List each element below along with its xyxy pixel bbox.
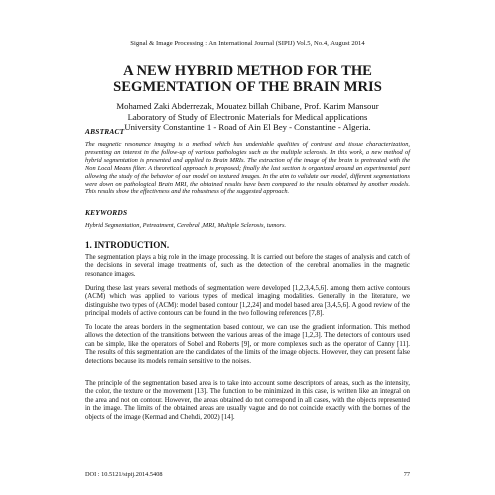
- title-line-1: A NEW HYBRID METHOD FOR THE: [123, 63, 372, 79]
- title-line-2: SEGMENTATION OF THE BRAIN MRIS: [113, 79, 382, 95]
- author-affiliation: University Constantine 1 - Road of Ain El Bey - Constantine - Algeria.: [124, 122, 371, 132]
- intro-paragraph-1: The segmentation plays a big role in the image processing. It is carried out before the stages of analysis and catch of the decisions in several image treatments of, such as the detection of the cerebral anomalies in the magnetic resonance images.: [85, 254, 410, 278]
- abstract-heading: ABSTRACT: [85, 127, 125, 136]
- author-block: [0, 101, 495, 133]
- doi-footer: DOI : 10.5121/sipij.2014.5408: [85, 471, 163, 478]
- introduction-heading: 1. INTRODUCTION.: [85, 240, 170, 250]
- intro-paragraph-2: During these last years several methods of segmentation were developed [1,2,3,4,5,6]. among them active contours (ACM) which was applied to various types of medical imaging modalities. Generally in the literature, we distinguishe two types of (ACM): model based contour [1,2,24] and model based area [3,4,5,6]. A good review of the principal models of active contours can be found in the two following references [7,8].: [85, 285, 410, 318]
- intro-paragraph-3: To locate the areas borders in the segmentation based contour, we can use the gradient information. This method allows the detection of the transitions between the various areas of the image [1,2,3]. The detectors of contours used can be simple, like the operators of Sobel and Roberts [9], or more complexes such as the operator of Canny [11]. The results of this segmentation are the candidates of the limits of the image objects. However, they can present false detections because its models remain sensitive to the noises.: [85, 324, 410, 365]
- page-number: 77: [403, 471, 410, 478]
- keywords-text: Hybrid Segmentation, Petreatment, Cerebral ,MRI, Multiple Sclerosis, tumors.: [85, 222, 287, 229]
- author-names: Mohamed Zaki Abderrezak, Mouatez billah Chibane, Prof. Karim Mansour: [116, 101, 379, 111]
- intro-paragraph-4: The principle of the segmentation based area is to take into account some descriptors of areas, such as the intensity, the color, the texture or the movement [13]. The function to be minimized in this case, is written like an integral on the area and not on contour. However, the areas obtained do not correspond in all cases, with the objects represented in the image. The limits of the obtained areas are usually vague and do not coincide exactly with the bornes of the objects of the image (Kermad and Chehdi, 2002) [14].: [85, 380, 410, 421]
- journal-header: Signal & Image Processing : An International Journal (SIPIJ) Vol.5, No.4, August 2014: [130, 40, 365, 47]
- abstract-text: The magnetic resonance imaging is a method which has undeniable qualities of contrast and tissue characterization, presenting an interest in the follow-up of various pathologies such as the multiple sclerosis. In this work, a new method of hybrid segmentation is presented and applied to Brain MRIs. The extraction of the image of the brain is pretreated with the Non Local Means filter. A theoretical approach is proposed; finally the last section is organized around an experimental part allowing the study of the behavior of our model on textured images. In the aim to validate our model, different segmentations were down on pathological Brain MRI, the obtained results have been compared to the results obtained by another models. This results show the effectivness and the robustness of the suggested approach.: [85, 141, 410, 196]
- paper-title: [0, 63, 495, 95]
- author-lab: Laboratory of Study of Electronic Materials for Medical applications: [127, 111, 368, 122]
- keywords-heading: KEYWORDS: [85, 208, 128, 217]
